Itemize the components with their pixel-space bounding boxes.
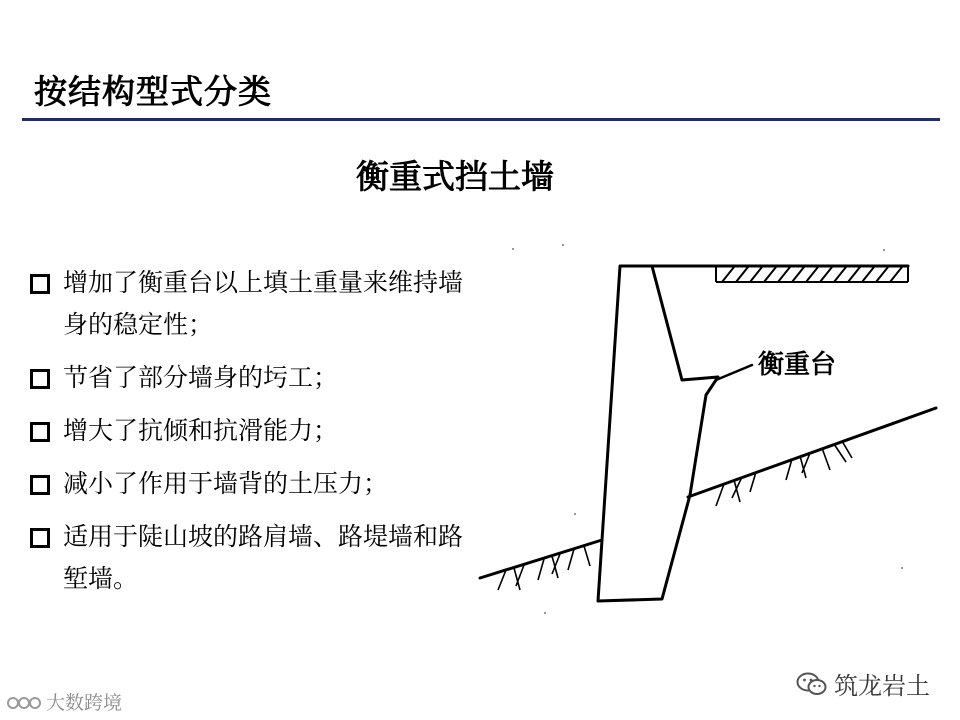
retaining-wall-diagram [470,240,950,630]
bullet-text: 节省了部分墙身的圬工； [63,363,339,392]
paper-speckles [470,244,903,614]
square-bullet-icon [30,422,50,442]
bullet-item [28,516,468,600]
back-ground-hatch [716,441,852,506]
watermark-left-text: 大数跨境 [46,692,123,714]
balance-platform-label: 衡重台 [758,350,837,380]
square-bullet-icon [30,274,50,294]
square-bullet-icon [30,369,50,389]
title-divider [22,118,940,121]
bullet-item [28,357,468,399]
square-bullet-icon [30,528,50,548]
bullet-text: 适用于陡山坡的路肩墙、路堤墙和路堑墙。 [63,522,464,593]
bullet-text: 减小了作用于墙背的土压力； [63,469,389,498]
bullet-item [28,262,468,346]
back-ground-line [688,408,936,497]
square-bullet-icon [30,475,50,495]
bullet-text: 增加了衡重台以上填土重量来维持墙身的稳定性； [63,268,464,339]
bullet-list [28,262,468,611]
watermark-left [6,688,122,715]
label-leader-line [716,365,752,380]
top-surface-hatch [716,266,908,282]
slide-heading: 衡重式挡土墙 [356,157,554,196]
watermark-right-text: 筑龙岩土 [834,672,930,700]
bullet-item [28,463,468,505]
brand-logo-icon [6,691,42,713]
bullet-text: 增大了抗倾和抗滑能力； [63,416,339,445]
watermark-right [796,666,930,701]
page-title: 按结构型式分类 [34,72,272,111]
wall-outline [598,266,718,601]
wechat-icon [796,671,828,697]
bullet-item [28,410,468,452]
